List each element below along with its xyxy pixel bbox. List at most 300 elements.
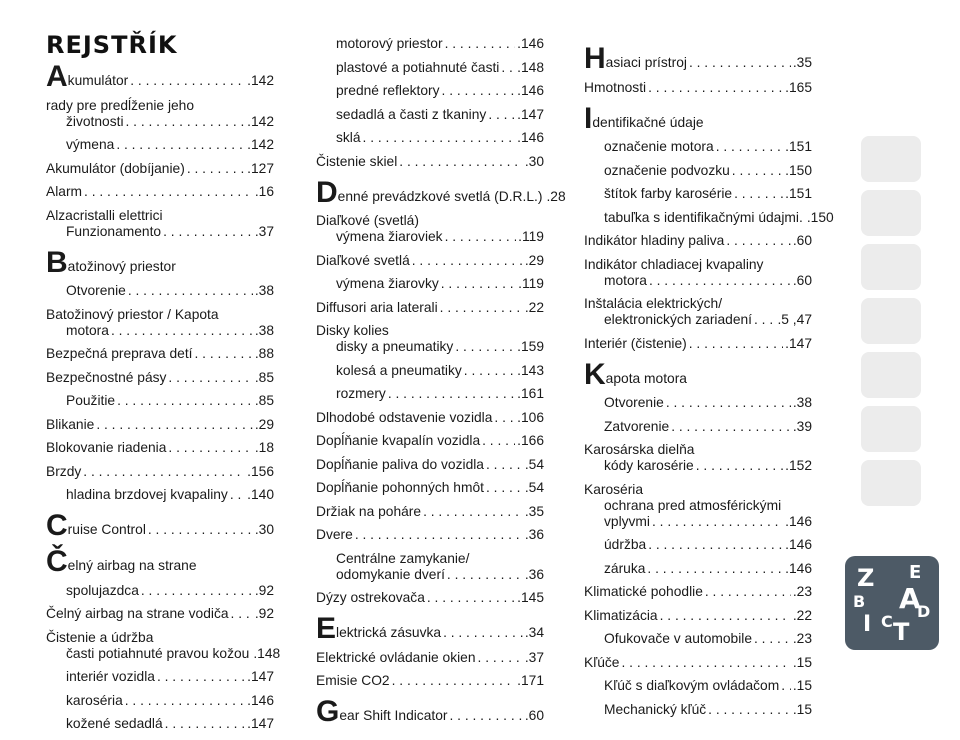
page-number: .5 ,47 <box>777 312 812 327</box>
page-number: .146 <box>785 537 812 552</box>
page-number: .37 <box>524 649 544 665</box>
entry-label: Bezpečná preprava detí <box>46 346 193 361</box>
index-entry[interactable] <box>316 673 544 689</box>
entry-label: štítok farby karosérie <box>604 186 733 201</box>
leader-dots <box>388 386 515 402</box>
leader-dots <box>163 224 253 240</box>
entry-label: karoséria <box>66 692 123 708</box>
index-entry[interactable] <box>316 83 544 99</box>
leader-dots <box>392 673 516 689</box>
index-entry[interactable] <box>316 527 544 543</box>
entry-label: odomykanie dverí <box>336 566 445 582</box>
page-number: .145 <box>517 590 544 605</box>
index-entry-line <box>584 458 812 474</box>
entry-label: kódy karosérie <box>604 458 694 473</box>
entry-label: údržba <box>604 537 647 552</box>
steering-wheel-icon[interactable] <box>861 352 921 398</box>
index-entry[interactable] <box>46 161 274 177</box>
leader-dots <box>355 527 523 543</box>
page-number: .15 <box>792 701 812 717</box>
entry-label: elektronických zariadení <box>604 312 753 327</box>
entry-label: Blokovanie riadenia <box>46 440 167 455</box>
entry-label-text: apota motora <box>605 370 687 386</box>
page-number: .148 <box>253 645 281 661</box>
index-column-2 <box>316 36 566 733</box>
leader-dots <box>716 139 783 155</box>
index-entry-line <box>46 137 274 153</box>
index-entry[interactable] <box>46 393 274 409</box>
page-number: .140 <box>247 487 274 502</box>
logo-letter: Z <box>857 564 875 592</box>
leader-dots <box>734 186 783 202</box>
index-entry[interactable] <box>46 509 274 542</box>
entry-label: Čistenie skiel <box>316 153 398 169</box>
index-entry-line <box>584 336 812 352</box>
page-number: .143 <box>517 362 544 378</box>
index-entry-line <box>46 645 281 662</box>
index-entry-line <box>584 80 812 96</box>
index-entry[interactable] <box>46 669 274 685</box>
page-number: .38 <box>792 395 812 410</box>
page-number: .151 <box>785 186 812 201</box>
entry-heading: Indikátor chladiacej kvapaliny <box>584 256 764 272</box>
leader-dots <box>652 514 783 530</box>
leader-dots <box>165 716 245 732</box>
index-entry[interactable] <box>584 608 812 624</box>
index-entry-line <box>584 608 812 624</box>
index-entry[interactable] <box>316 410 544 426</box>
index-entry[interactable] <box>46 370 274 386</box>
entry-label: Dvere <box>316 527 353 542</box>
page-number: .151 <box>785 139 812 154</box>
page-number: .142 <box>247 73 274 88</box>
leader-dots <box>84 184 253 200</box>
index-entry[interactable] <box>46 137 274 153</box>
index-entry[interactable] <box>316 60 544 76</box>
leader-dots <box>666 395 791 411</box>
index-entry[interactable] <box>46 307 274 339</box>
page-number: .38 <box>254 322 274 338</box>
leader-dots <box>423 504 523 520</box>
page-number: .148 <box>517 59 544 75</box>
index-entry-line <box>316 107 544 123</box>
index-entry[interactable] <box>316 386 544 402</box>
index-entry-line <box>46 693 274 709</box>
leader-dots <box>412 253 523 269</box>
leader-dots <box>486 480 523 496</box>
entry-label: spolujazdca <box>66 582 139 598</box>
index-entry[interactable] <box>46 487 274 503</box>
index-entry[interactable] <box>46 629 281 662</box>
entry-label: Zatvorenie <box>604 418 670 434</box>
index-entry-line <box>584 186 812 202</box>
index-entry[interactable] <box>316 130 544 146</box>
index-entry[interactable] <box>584 296 812 328</box>
index-entry-line <box>584 395 812 411</box>
index-entry[interactable] <box>46 716 274 732</box>
page-number: .60 <box>524 708 544 723</box>
index-entry-line <box>46 323 274 339</box>
index-entry[interactable] <box>316 213 544 245</box>
index-entry-line <box>46 114 274 130</box>
entry-label: motorový priestor <box>336 36 443 51</box>
leader-dots <box>157 669 245 685</box>
index-entry[interactable] <box>316 590 544 606</box>
entry-label: Klimatické pohodlie <box>584 584 703 599</box>
page-number: .22 <box>524 299 544 315</box>
section-letter: E <box>316 612 337 645</box>
page-number: .22 <box>792 607 812 623</box>
leader-dots <box>478 650 523 666</box>
index-entry-line <box>46 464 274 480</box>
index-entry-line <box>584 233 812 249</box>
index-entry[interactable] <box>584 655 812 671</box>
page-number: .106 <box>517 409 544 425</box>
leader-dots <box>126 114 246 130</box>
index-entry[interactable] <box>316 551 544 583</box>
index-entry-line <box>316 650 544 666</box>
index-entry-line <box>46 184 274 200</box>
entry-label: interiér vozidla <box>66 669 155 684</box>
entry-label: disky a pneumatiky <box>336 339 454 354</box>
leader-dots <box>781 678 791 694</box>
leader-dots <box>427 590 515 606</box>
entry-label <box>316 612 442 645</box>
index-entry[interactable] <box>584 336 812 352</box>
index-entry[interactable] <box>46 606 274 622</box>
entry-label: Ofukovače v automobile <box>604 631 753 646</box>
index-entry[interactable] <box>584 442 812 474</box>
index-entry-line <box>46 487 274 503</box>
index-entry[interactable] <box>584 80 812 96</box>
entry-label: hladina brzdovej kvapaliny <box>66 487 228 502</box>
leader-dots <box>464 363 515 379</box>
page-number: .39 <box>792 418 812 434</box>
index-entry[interactable] <box>46 60 274 93</box>
index-logo-tab[interactable] <box>845 556 939 650</box>
logo-letter: E <box>909 562 922 583</box>
index-entry-line <box>316 154 544 170</box>
page-number: .142 <box>247 137 274 152</box>
index-entry[interactable] <box>316 612 544 645</box>
page-number: .147 <box>785 335 812 351</box>
leader-dots <box>111 323 253 339</box>
index-entry[interactable] <box>316 480 544 496</box>
section-letter: Č <box>46 545 68 578</box>
index-entry-line <box>584 273 812 289</box>
index-entry-line <box>316 60 544 76</box>
entry-label: Dopĺňanie kvapalín vozidla <box>316 433 481 448</box>
entry-label: kolesá a pneumatiky <box>336 362 462 378</box>
leader-dots <box>125 693 245 709</box>
index-entry-line <box>316 567 544 583</box>
car-front-icon[interactable] <box>861 190 921 236</box>
entry-label: Funzionamento <box>66 223 162 239</box>
entry-heading: Diaľkové (svetlá) <box>316 213 419 228</box>
entry-label: Čelný airbag na strane vodiča <box>46 606 229 621</box>
page-number: .28 <box>546 188 566 204</box>
index-entry[interactable] <box>46 464 274 480</box>
page-number: .38 <box>254 283 274 298</box>
index-entry[interactable] <box>46 693 274 709</box>
logo-letter: D <box>917 602 931 621</box>
index-entry[interactable] <box>584 678 812 694</box>
section-letter: I <box>584 101 593 135</box>
logo-letter: B <box>853 592 866 611</box>
index-entry-line <box>584 537 812 553</box>
section-letter: G <box>316 695 340 728</box>
index-entry[interactable] <box>584 42 812 75</box>
index-entry[interactable] <box>584 209 834 226</box>
index-entry-line <box>316 480 544 496</box>
page-number: .146 <box>517 83 544 98</box>
index-entry[interactable] <box>46 346 274 362</box>
index-entry-line <box>316 276 544 292</box>
leader-dots <box>647 561 783 577</box>
entry-label <box>46 509 146 542</box>
leader-dots <box>441 276 516 292</box>
index-entry-line <box>46 283 274 299</box>
index-entry[interactable] <box>584 584 812 600</box>
logo-letter: T <box>893 618 910 646</box>
entry-label-text: ruise Control <box>67 522 146 537</box>
entry-label-text: asiaci prístroj <box>605 55 687 70</box>
index-entry[interactable] <box>316 650 544 666</box>
page-number: .119 <box>518 229 544 244</box>
section-letter: D <box>316 175 338 209</box>
leader-dots <box>488 107 515 123</box>
section-letter: K <box>584 357 606 391</box>
page-number: .60 <box>792 233 812 248</box>
leader-dots <box>445 229 517 245</box>
page-number: .23 <box>792 584 812 599</box>
index-entry-line <box>46 60 274 93</box>
leader-dots <box>648 537 783 553</box>
leader-dots <box>130 73 245 89</box>
index-entry-line <box>584 42 812 75</box>
index-entry[interactable] <box>46 245 274 279</box>
page-number: .165 <box>785 79 812 95</box>
index-entry[interactable] <box>584 233 812 249</box>
index-entry[interactable] <box>316 695 544 728</box>
entry-label: Akumulátor (dobíjanie) <box>46 160 185 176</box>
index-entry[interactable] <box>584 101 812 135</box>
index-entry[interactable] <box>584 631 812 647</box>
tools-icon[interactable] <box>861 460 921 506</box>
entry-label: Kľúč s diaľkovým ovládačom <box>604 678 780 693</box>
index-entry-line <box>316 253 544 269</box>
page-number: .23 <box>792 631 812 646</box>
page-number: .146 <box>785 513 812 529</box>
entry-label: Emisie CO2 <box>316 673 390 688</box>
index-entry[interactable] <box>316 253 544 269</box>
page-number: .29 <box>524 252 544 268</box>
entry-label: Hmotnosti <box>584 79 647 95</box>
leader-dots <box>447 567 523 583</box>
entry-label: motora <box>604 272 647 288</box>
entry-label: Bezpečnostné pásy <box>46 369 167 385</box>
entry-label <box>316 175 543 209</box>
index-entry-line <box>584 514 812 530</box>
index-entry-line <box>46 370 274 386</box>
page-number: .92 <box>254 582 274 598</box>
entry-heading: Batožinový priestor / Kapota <box>46 306 219 322</box>
page-number: .119 <box>518 276 544 291</box>
entry-label: Klimatizácia <box>584 607 658 623</box>
index-entry[interactable] <box>584 395 812 411</box>
index-entry-line <box>316 175 566 209</box>
index-entry-line <box>316 229 544 245</box>
warning-light-icon[interactable] <box>861 406 921 452</box>
section-letter: B <box>46 245 68 279</box>
entry-heading: Čistenie a údržba <box>46 629 154 645</box>
entry-label: záruka <box>604 560 646 576</box>
entry-label: Držiak na poháre <box>316 503 422 519</box>
entry-label: rozmery <box>336 386 386 401</box>
entry-label: kožené sedadlá <box>66 716 163 731</box>
page-number: .150 <box>806 209 834 225</box>
car-detail-icon[interactable] <box>861 244 921 290</box>
index-entry-line <box>584 702 812 718</box>
index-entry-line <box>584 631 812 647</box>
index-entry[interactable] <box>584 561 812 577</box>
leader-dots <box>689 336 783 352</box>
entry-heading <box>46 545 274 578</box>
index-entry[interactable] <box>316 363 544 379</box>
leader-dots <box>649 273 791 289</box>
index-entry[interactable] <box>584 419 812 435</box>
page-number: .146 <box>247 692 274 708</box>
entry-label: Dlhodobé odstavenie vozidla <box>316 409 493 425</box>
page-number: .147 <box>517 106 544 122</box>
entry-label: sklá <box>336 130 361 145</box>
page-number: .85 <box>254 369 274 385</box>
page-number: .35 <box>792 55 812 70</box>
page-number: .171 <box>517 673 544 688</box>
index-entry[interactable] <box>584 482 812 530</box>
index-entry-line <box>584 312 812 328</box>
leader-dots <box>195 346 253 362</box>
leader-dots <box>363 130 516 146</box>
index-entry-line <box>316 457 544 473</box>
index-entry[interactable] <box>316 457 544 473</box>
index-entry[interactable] <box>584 139 812 155</box>
index-entry-line <box>584 561 812 577</box>
index-entry[interactable] <box>584 357 812 391</box>
page-number: .147 <box>247 669 274 684</box>
leader-dots <box>501 60 515 76</box>
leader-dots <box>696 458 783 474</box>
index-entry[interactable] <box>316 433 544 449</box>
index-entry[interactable] <box>584 186 812 202</box>
leader-dots <box>83 464 245 480</box>
logo-letter: A <box>899 582 921 615</box>
leader-dots <box>168 440 252 456</box>
entry-label <box>46 60 129 93</box>
entry-label-text: enné prevádzkové svetlá (D.R.L.) <box>337 188 543 204</box>
index-entry-line <box>316 130 544 146</box>
leader-dots <box>141 583 253 599</box>
leader-dots <box>148 522 253 538</box>
index-entry-line <box>46 509 274 542</box>
index-entry[interactable] <box>316 175 566 209</box>
page-number: .30 <box>524 153 544 169</box>
entry-label: Otvorenie <box>66 283 126 298</box>
index-entry[interactable] <box>316 504 544 520</box>
index-entry[interactable] <box>46 545 274 578</box>
index-entry[interactable] <box>46 417 274 433</box>
index-entry[interactable] <box>316 154 544 170</box>
index-entry-line <box>46 161 274 177</box>
index-entry-line <box>584 209 834 226</box>
index-entry[interactable] <box>46 583 274 599</box>
entry-heading <box>584 101 812 135</box>
page-number: .92 <box>254 606 274 621</box>
leader-dots <box>754 631 791 647</box>
entry-subheading: Centrálne zamykanie/ <box>336 550 470 566</box>
leader-dots <box>230 487 245 503</box>
index-entry[interactable] <box>584 702 812 718</box>
page-number: .60 <box>792 272 812 288</box>
index-entry[interactable] <box>46 208 274 240</box>
entry-label: označenie podvozku <box>604 162 730 178</box>
index-entry[interactable] <box>316 300 544 316</box>
index-entry[interactable] <box>46 440 274 456</box>
logo-letter: I <box>863 612 872 637</box>
index-entry[interactable] <box>316 276 544 292</box>
index-entry[interactable] <box>316 107 544 123</box>
entry-label: plastové a potiahnuté časti <box>336 59 500 75</box>
index-entry[interactable] <box>46 283 274 299</box>
index-entry-line <box>46 669 274 685</box>
index-entry-line <box>46 716 274 732</box>
entry-label: Diffusori aria laterali <box>316 299 438 315</box>
index-entry-line <box>316 433 544 449</box>
page-title: REJSTŘÍK <box>46 31 178 59</box>
index-entry-line <box>584 655 812 671</box>
page-number: .29 <box>254 416 274 432</box>
entry-label-text: atožinový priestor <box>67 258 176 274</box>
index-entry[interactable] <box>46 184 274 200</box>
page-number: .146 <box>517 36 544 51</box>
index-entry[interactable] <box>316 36 544 52</box>
leader-dots <box>726 233 790 249</box>
leader-dots <box>128 283 253 299</box>
airbag-icon[interactable] <box>861 298 921 344</box>
entry-label: motora <box>66 322 109 338</box>
entry-heading <box>584 357 812 391</box>
leader-dots <box>494 410 515 426</box>
entry-label: výmena <box>66 137 115 152</box>
section-letter: H <box>584 42 606 75</box>
index-entry-line <box>584 584 812 600</box>
index-entry[interactable] <box>316 323 544 355</box>
entry-label-text: ear Shift Indicator <box>339 708 448 723</box>
index-entry-line <box>316 339 544 355</box>
entry-label <box>584 42 687 75</box>
entry-label-text: elný airbag na strane <box>67 558 197 573</box>
index-entry[interactable] <box>584 537 812 553</box>
page-number: .85 <box>254 393 274 408</box>
index-entry[interactable] <box>584 257 812 289</box>
page-number: .54 <box>524 456 544 472</box>
leader-dots <box>689 55 791 71</box>
index-entry-line <box>316 410 544 426</box>
car-icon[interactable] <box>861 136 921 182</box>
index-entry[interactable] <box>46 98 274 130</box>
leader-dots <box>621 655 790 671</box>
index-entry[interactable] <box>584 163 812 179</box>
